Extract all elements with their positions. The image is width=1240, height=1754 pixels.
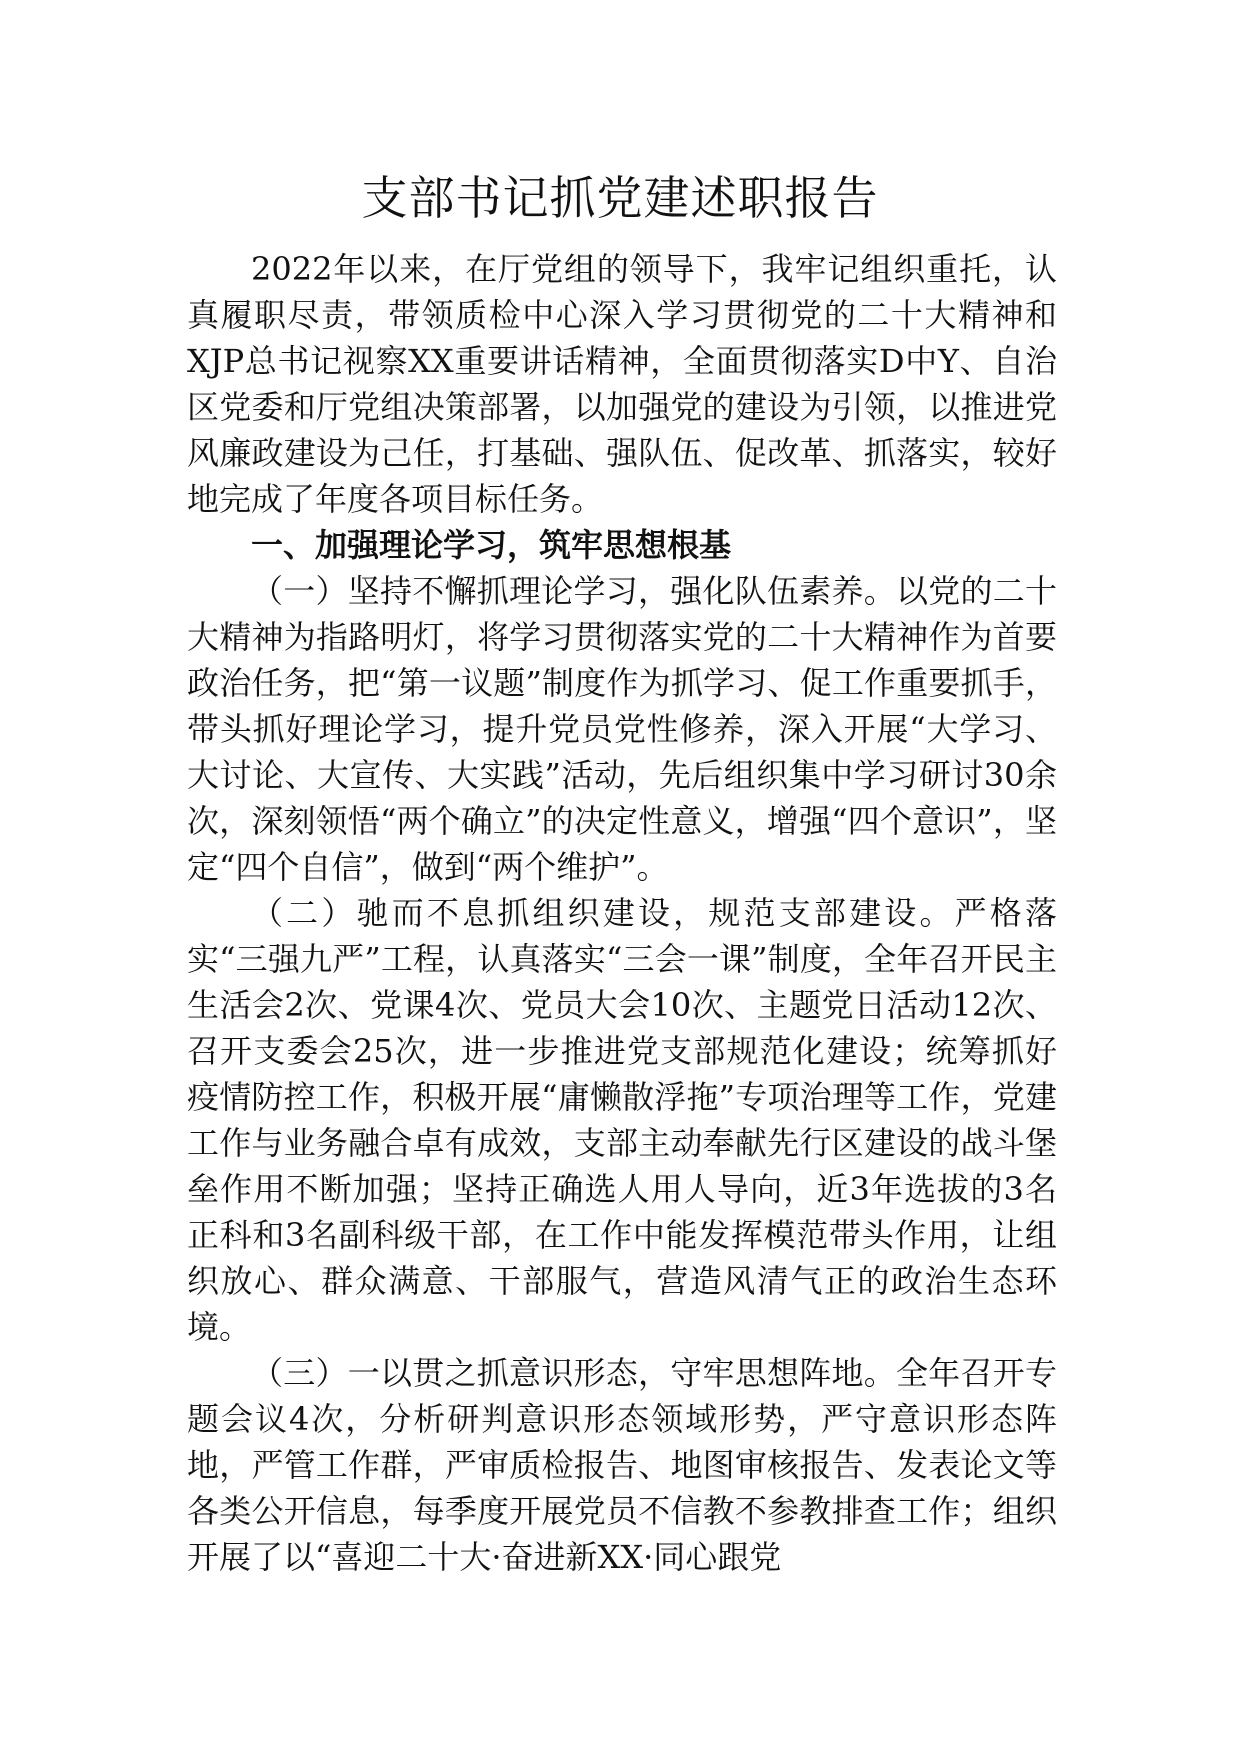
intro-paragraph: 2022年以来，在厅党组的领导下，我牢记组织重托，认真履职尽责，带领质检中心深入学习贯彻党的二十大精神和XJP总书记视察XX重要讲话精神，全面贯彻落实D中Y、自治区党委和厅党组决策部署，以加强党的建设为引领，以推进党风廉政建设为己任，打基础、强队伍、促改革、抓落实，较好地完成了年度各项目标任务。 — [187, 250, 1057, 518]
paragraph-3: （三）一以贯之抓意识形态，守牢思想阵地。全年召开专题会议4次，分析研判意识形态领域形势，严守意识形态阵地，严管工作群，严审质检报告、地图审核报告、发表论文等各类公开信息，每季度开展党员不信教不参教排查工作；组织开展了以“喜迎二十大·奋进新XX·同心跟党 — [187, 1354, 1057, 1576]
document-body — [187, 246, 1057, 1580]
paragraph-2: （二）驰而不息抓组织建设，规范支部建设。严格落实“三强九严”工程，认真落实“三会一课”制度，全年召开民主生活会2次、党课4次、党员大会10次、主题党日活动12次、召开支委会25次，进一步推进党支部规范化建设；统筹抓好疫情防控工作，积极开展“庸懒散浮拖”专项治理等工作，党建工作与业务融合卓有成效，支部主动奉献先行区建设的战斗堡垒作用不断加强；坚持正确选人用人导向，近3年选拔的3名正科和3名副科级干部，在工作中能发挥模范带头作用，让组织放心、群众满意、干部服气，营造风清气正的政治生态环境。 — [187, 894, 1057, 1346]
section-heading: 一、加强理论学习，筑牢思想根基 — [251, 526, 732, 564]
document-title: 支部书记抓党建述职报告 — [361, 171, 879, 225]
paragraph-1: （一）坚持不懈抓理论学习，强化队伍素养。以党的二十大精神为指路明灯，将学习贯彻落实党的二十大精神作为首要政治任务，把“第一议题”制度作为抓学习、促工作重要抓手，带头抓好理论学习，提升党员党性修养，深入开展“大学习、大讨论、大宣传、大实践”活动，先后组织集中学习研讨30余次，深刻领悟“两个确立”的决定性意义，增强“四个意识”，坚定“四个自信”，做到“两个维护”。 — [187, 572, 1057, 886]
